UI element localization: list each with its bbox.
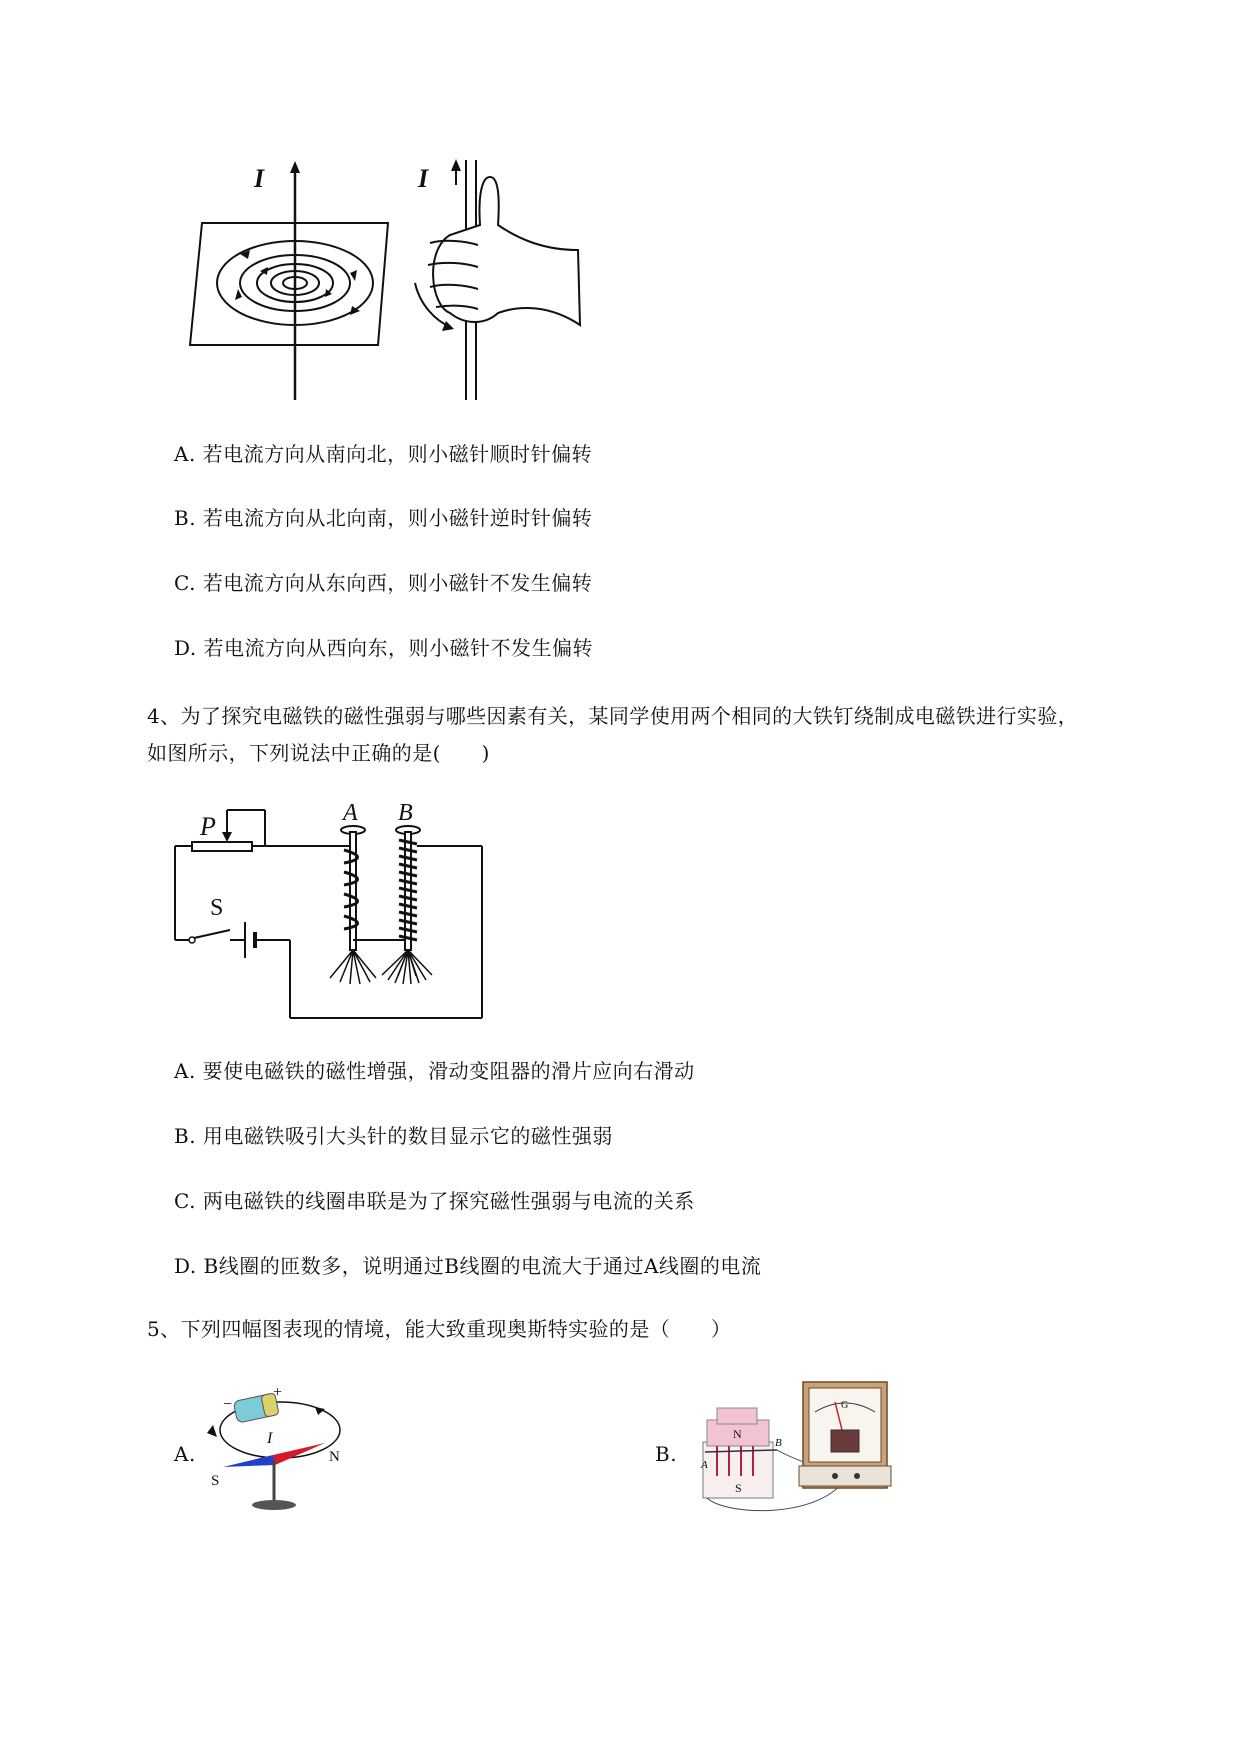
- current-label: I: [267, 1430, 273, 1447]
- option-text: 若电流方向从西向东，则小磁针不发生偏转: [203, 636, 594, 660]
- q3-option-c[interactable]: [174, 567, 592, 596]
- q5-option-b-figure[interactable]: [695, 1380, 895, 1520]
- magnet-north-label: N: [733, 1427, 742, 1441]
- q3-option-a[interactable]: [174, 438, 592, 467]
- option-letter: A.: [174, 442, 196, 466]
- current-label-left: I: [254, 164, 265, 193]
- option-text: B线圈的匝数多，说明通过B线圈的电流大于通过A线圈的电流: [203, 1254, 762, 1278]
- rheostat-label: P: [200, 812, 216, 841]
- compass-needle: [223, 1443, 325, 1510]
- q4-stem-line1: 4、为了探究电磁铁的磁性强弱与哪些因素有关，某同学使用两个相同的大铁钉绕制成电磁铁进行实验，: [147, 704, 1079, 728]
- q4-stem-line2: 如图所示，下列说法中正确的是( ): [147, 741, 490, 765]
- magnet-south-label: S: [735, 1481, 742, 1495]
- q4-option-b[interactable]: [174, 1120, 613, 1149]
- option-letter: D.: [174, 636, 197, 660]
- plus-label: +: [273, 1385, 283, 1401]
- south-label: S: [211, 1473, 220, 1489]
- option-text: 若电流方向从南向北，则小磁针顺时针偏转: [202, 442, 593, 466]
- right-hand-rule-diagram: [415, 159, 580, 400]
- option-letter: B.: [174, 506, 197, 530]
- q3-option-d[interactable]: [174, 632, 593, 661]
- q5-stem: 5、下列四幅图表现的情境，能大致重现奥斯特实验的是（ ）: [147, 1317, 732, 1341]
- q5-option-a-figure[interactable]: [205, 1385, 355, 1520]
- option-letter: D.: [174, 1254, 197, 1278]
- option-letter: A.: [174, 1059, 196, 1083]
- wire-b-label: B: [775, 1437, 782, 1449]
- q3-option-b[interactable]: [174, 502, 592, 531]
- option-text: 要使电磁铁的磁性增强，滑动变阻器的滑片应向右滑动: [202, 1059, 695, 1083]
- nail-a-label: A: [343, 800, 358, 826]
- option-text: 若电流方向从北向南，则小磁针逆时针偏转: [202, 506, 593, 530]
- q5-option-a-letter[interactable]: A.: [174, 1442, 196, 1466]
- nail-b-label: B: [398, 800, 413, 826]
- minus-label: −: [223, 1396, 233, 1413]
- option-text: 两电磁铁的线圈串联是为了探究磁性强弱与电流的关系: [202, 1189, 695, 1213]
- current-label-right: I: [418, 164, 429, 193]
- wire-a-label: A: [701, 1459, 708, 1471]
- option-letter: B.: [174, 1124, 197, 1148]
- q3-figure: [180, 155, 650, 405]
- q5-option-b-letter[interactable]: B.: [655, 1442, 678, 1466]
- meter-label: G: [841, 1400, 849, 1411]
- option-text: 若电流方向从东向西，则小磁针不发生偏转: [202, 571, 593, 595]
- q4-circuit-figure: [170, 800, 500, 1025]
- rheostat: [192, 842, 252, 851]
- field-lines-diagram: [190, 161, 388, 400]
- q4-option-a[interactable]: [174, 1055, 695, 1084]
- galvanometer: [799, 1382, 891, 1488]
- q4-option-c[interactable]: [174, 1185, 695, 1214]
- north-label: N: [329, 1449, 340, 1465]
- electromagnet-b: [382, 800, 444, 984]
- option-text: 用电磁铁吸引大头针的数目显示它的磁性强弱: [202, 1124, 613, 1148]
- switch: [194, 930, 230, 938]
- switch-label: S: [210, 895, 224, 921]
- option-letter: C.: [174, 1189, 196, 1213]
- option-letter: C.: [174, 571, 196, 595]
- q4-option-d[interactable]: [174, 1250, 761, 1279]
- electromagnet-a: [330, 800, 376, 984]
